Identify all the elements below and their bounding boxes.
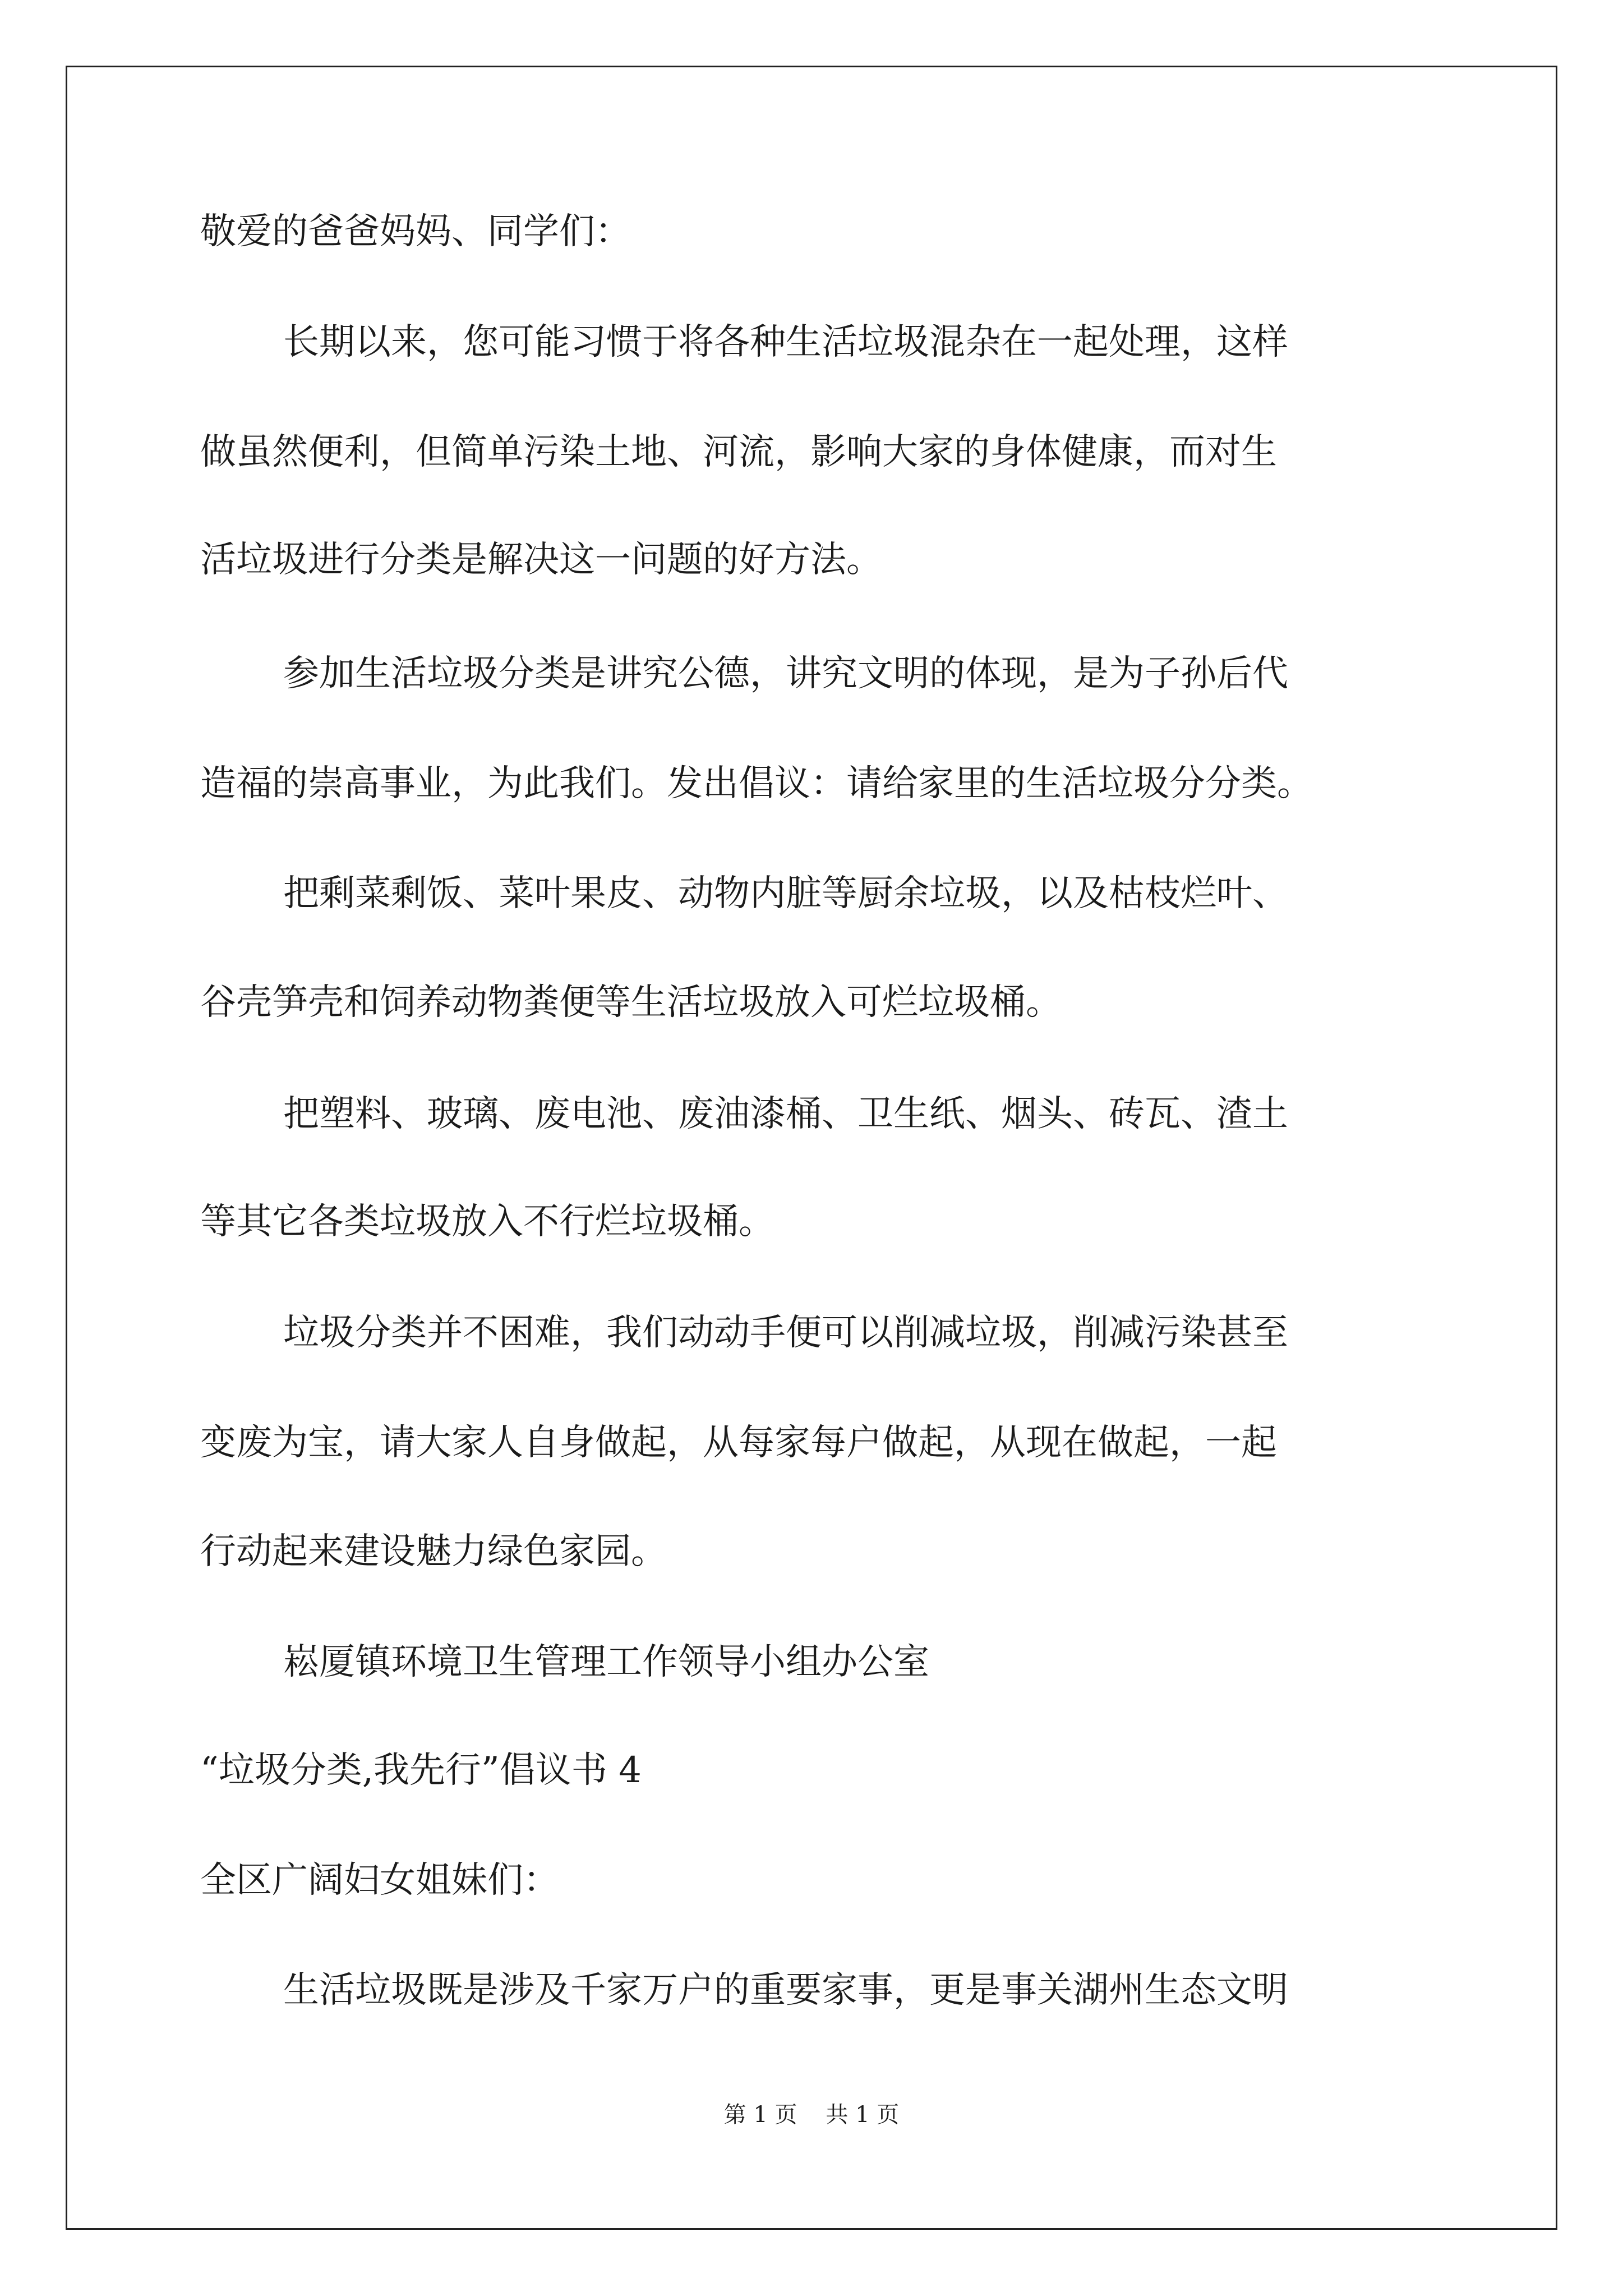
salutation: 全区广阔妇女姐妹们： [200, 1860, 559, 1901]
paragraph-line: 生活垃圾既是涉及千家万户的重要家事，更是事关湖州生态文明 [283, 1970, 1288, 2011]
paragraph-line: 垃圾分类并不困难，我们动动手便可以削减垃圾，削减污染甚至 [283, 1312, 1288, 1354]
page-footer [0, 2101, 1623, 2129]
paragraph-line: 长期以来，您可能习惯于将各种生活垃圾混杂在一起处理，这样 [283, 321, 1288, 363]
paragraph-line: 参加生活垃圾分类是讲究公德，讲究文明的体现，是为子孙后代 [283, 653, 1288, 694]
paragraph-line: 等其它各类垃圾放入不行烂垃圾桶。 [200, 1201, 774, 1243]
paragraph-line: 行动起来建设魅力绿色家园。 [200, 1531, 667, 1572]
salutation: 敬爱的爸爸妈妈、同学们： [200, 211, 631, 252]
paragraph-line: 造福的崇高事业，为此我们。发出倡议：请给家里的生活垃圾分分类。 [200, 763, 1313, 804]
paragraph-line: 把塑料、玻璃、废电池、废油漆桶、卫生纸、烟头、砖瓦、渣土 [283, 1093, 1288, 1135]
paragraph-line: 谷壳笋壳和饲养动物粪便等生活垃圾放入可烂垃圾桶。 [200, 982, 1062, 1023]
paragraph-line: 活垃圾进行分类是解决这一问题的好方法。 [200, 539, 882, 581]
paragraph-line: 把剩菜剩饭、菜叶果皮、动物内脏等厨余垃圾，以及枯枝烂叶、 [283, 873, 1288, 914]
page-total: 共 1 页 [826, 2102, 900, 2128]
page-border [66, 66, 1557, 2230]
section-title: “垃圾分类,我先行”倡议书 4 [200, 1750, 642, 1791]
paragraph-line: 做虽然便利，但简单污染土地、河流，影响大家的身体健康，而对生 [200, 431, 1277, 473]
signature-line: 崧厦镇环境卫生管理工作领导小组办公室 [283, 1641, 929, 1683]
page-number: 第 1 页 [723, 2102, 797, 2128]
paragraph-line: 变废为宝，请大家人自身做起，从每家每户做起，从现在做起，一起 [200, 1422, 1277, 1464]
